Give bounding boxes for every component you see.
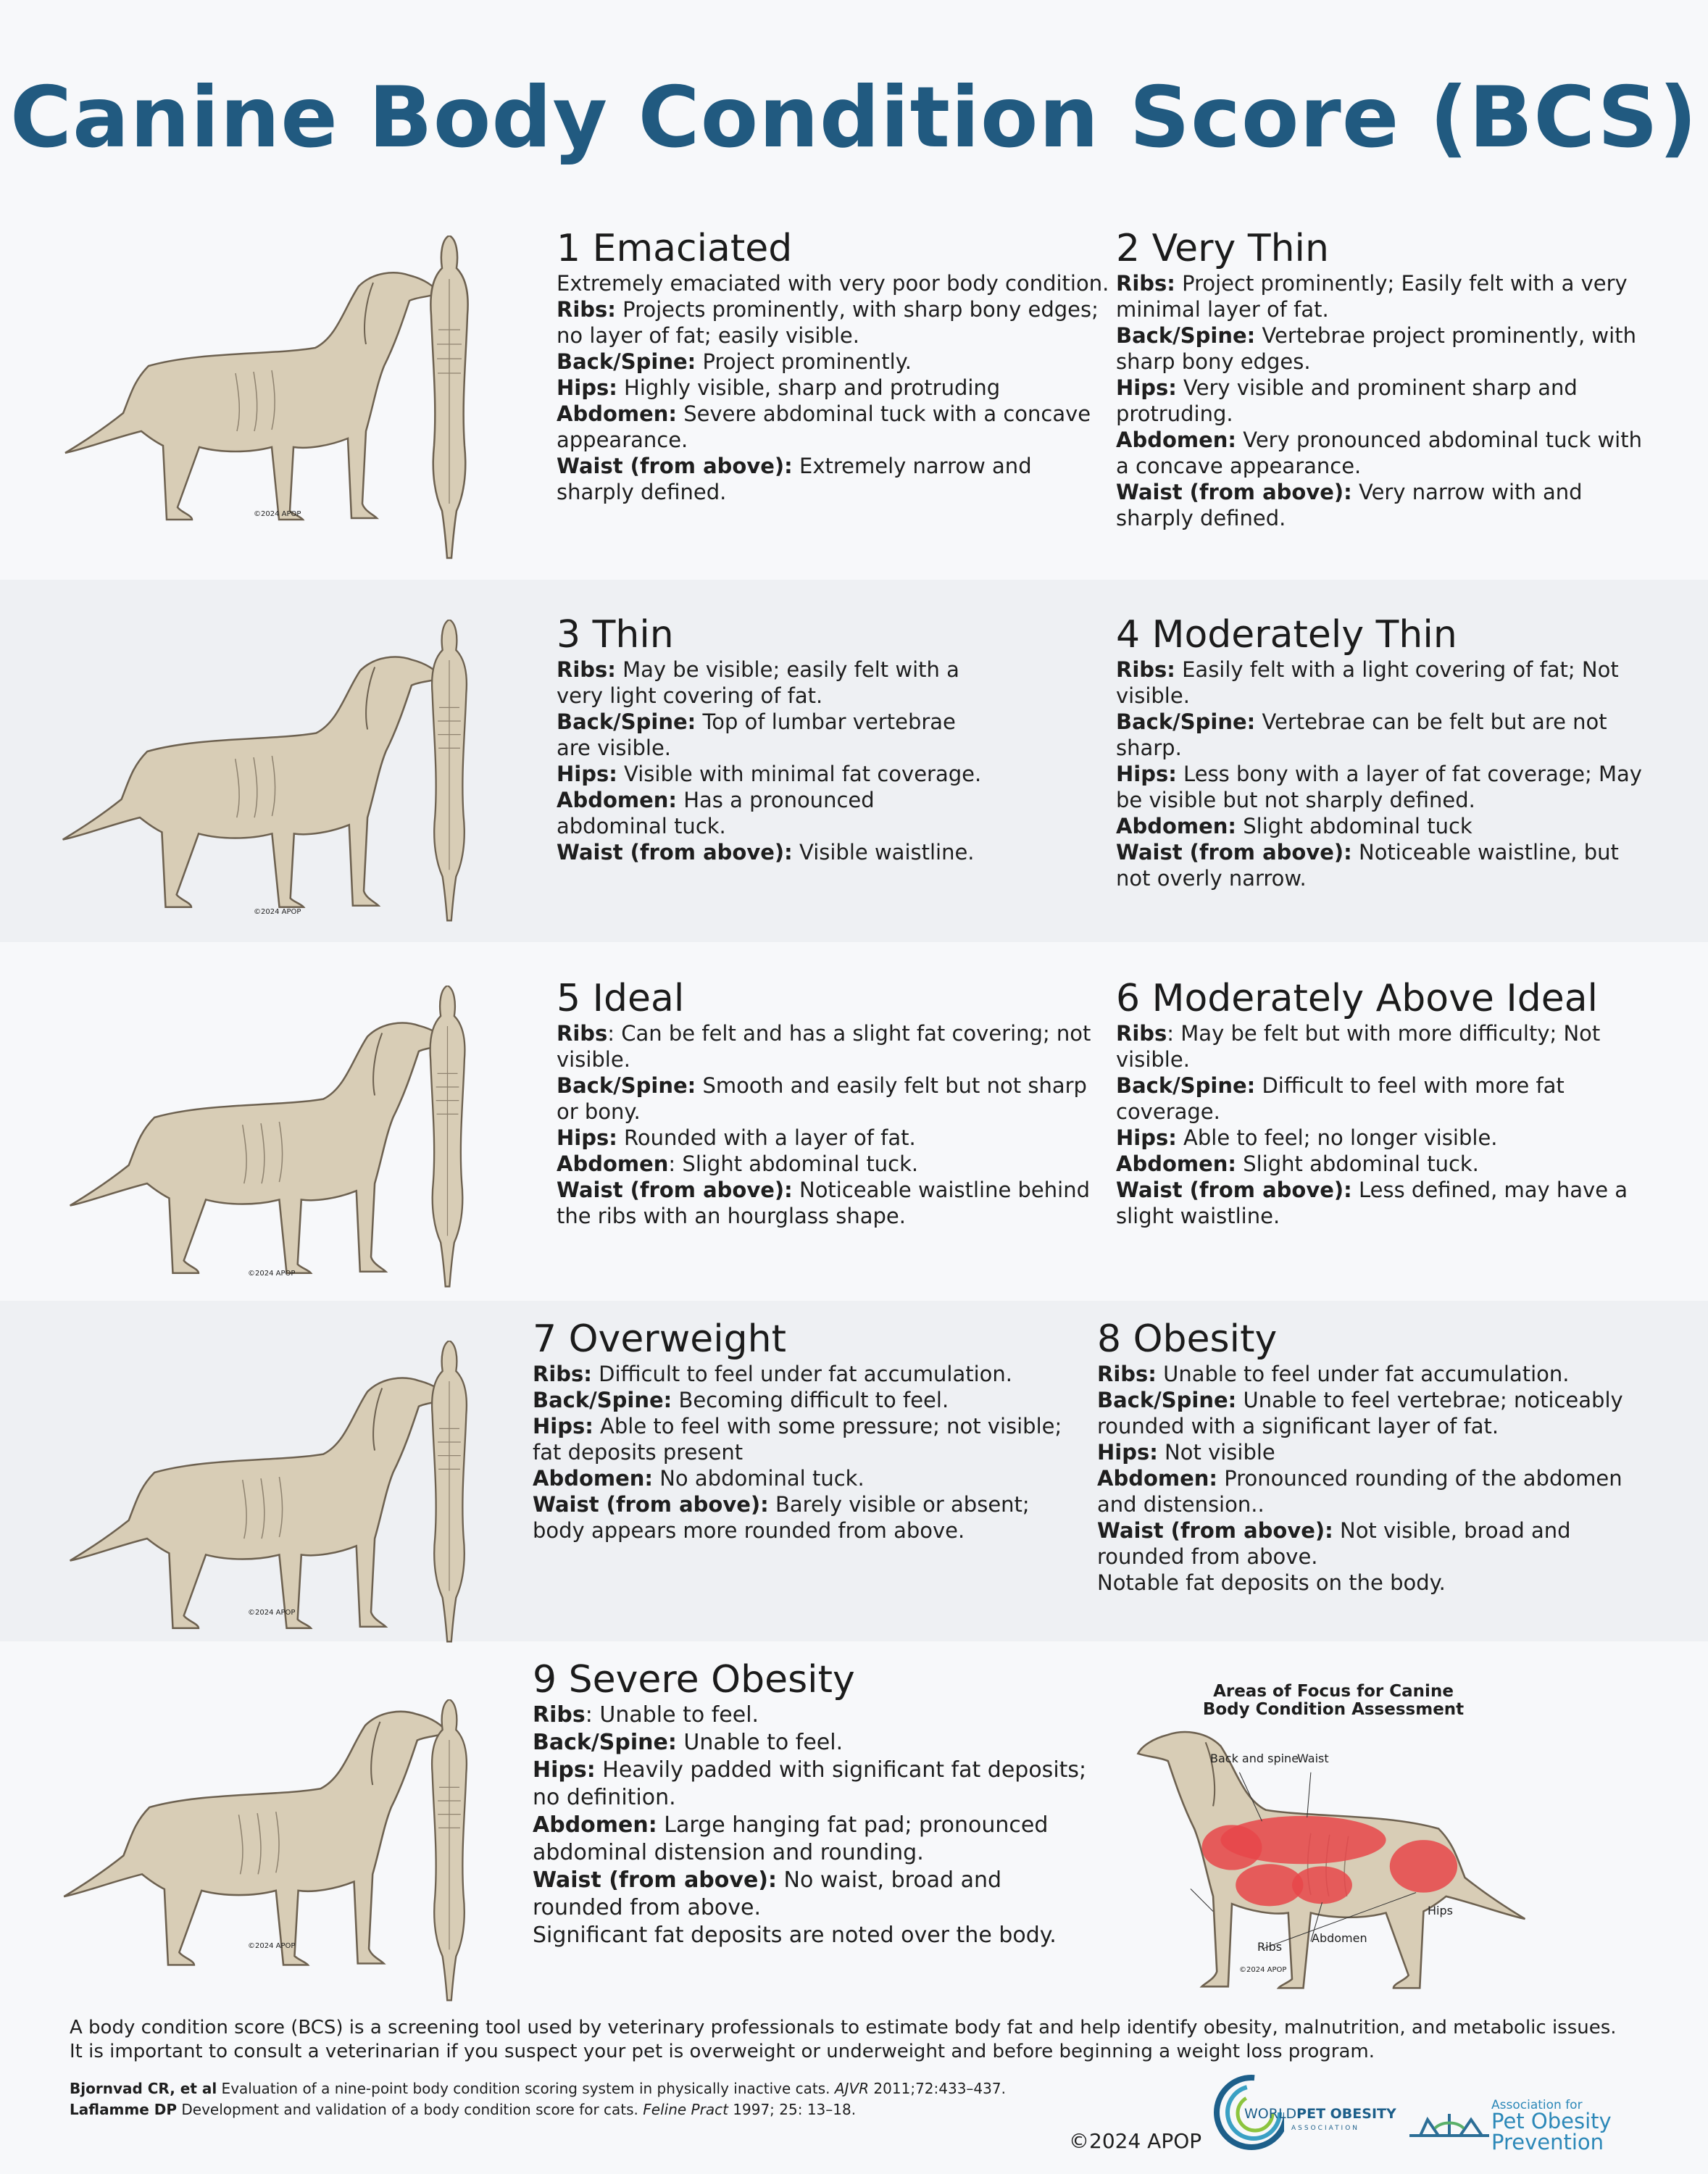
criterion-text: Unable to feel under fat accumulation. (1156, 1362, 1570, 1386)
score-entry-5 (557, 978, 1115, 1229)
criterion-label: Back/Spine: (533, 1388, 672, 1412)
criterion-text: Large hanging fat pad; pronounced abdominal distension and rounding. (533, 1812, 1049, 1865)
criterion-text: Able to feel; no longer visible. (1176, 1125, 1498, 1150)
criterion-label: Back/Spine: (1097, 1388, 1237, 1412)
score-heading: 3 Thin (557, 613, 674, 657)
criterion-label: Waist (from above): (557, 454, 793, 478)
criterion-label: Waist (from above): (533, 1492, 769, 1517)
criterion-label: Abdomen: (1116, 1151, 1237, 1176)
criterion-text: : May be felt but with more difficulty; Not visible. (1116, 1021, 1601, 1072)
criterion-text: Project prominently. (696, 349, 912, 374)
focus-title-line-1: Areas of Focus for Canine (1213, 1682, 1454, 1701)
score-heading: 2 Very Thin (1116, 227, 1329, 270)
criterion-text: Unable to feel vertebrae; noticeably rounded with a significant layer of fat. (1097, 1388, 1623, 1438)
criterion-label: Ribs: (1116, 271, 1175, 296)
copyright: ©2024 APOP (1069, 2129, 1202, 2153)
criterion-label: Hips: (1097, 1440, 1158, 1465)
criterion-label: Ribs: (533, 1362, 592, 1386)
criterion-label: Waist (from above): (1097, 1518, 1333, 1543)
page-title: Canine Body Condition Score (BCS) (9, 69, 1699, 167)
hips-highlight (1236, 1864, 1303, 1906)
criterion-text: No waist, broad and rounded from above. (533, 1867, 1002, 1920)
criterion-text: Smooth and easily felt but not sharp or bony. (557, 1073, 1087, 1124)
reference-2: Laflamme DP Development and validation of a body condition score for cats. Feline Pract 1997; 25: 13–18. (70, 2101, 857, 2118)
criterion-text: Unable to feel. (676, 1730, 843, 1755)
criterion-text: Barely visible or absent; body appears more rounded from above. (533, 1492, 1030, 1543)
criterion-label: Hips: (1116, 375, 1177, 400)
criterion-label: Hips: (557, 762, 617, 786)
criterion-label: Ribs (533, 1702, 586, 1728)
score-intro: Extremely emaciated with very poor body condition. (557, 271, 1109, 296)
apop-line-2: Prevention (1491, 2130, 1604, 2154)
criterion-label: Ribs: (1097, 1362, 1157, 1386)
criterion-label: Abdomen: (533, 1812, 657, 1838)
score-entry-6 (1116, 978, 1652, 1229)
criterion-text: : Can be felt and has a slight fat covering; not visible. (557, 1021, 1091, 1072)
criterion-text: Vertebrae can be felt but are not sharp. (1116, 709, 1607, 760)
criterion-text: Very narrow with and sharply defined. (1116, 480, 1583, 530)
footer-note (70, 2016, 1664, 2064)
illustration-credit: ©2024 APOP (248, 1942, 296, 1950)
references (70, 2078, 1006, 2120)
criterion-label: Waist (from above): (557, 840, 793, 865)
criterion-label: Waist (from above): (557, 1178, 793, 1202)
footer-note-line-1: A body condition score (BCS) is a screening tool used by veterinary professionals to estimate body fat and help identify obesity, malnutrition, and metabolic issues. (70, 2017, 1617, 2038)
apop-line-1: Pet Obesity (1491, 2109, 1612, 2133)
dog-topview-1 (417, 236, 482, 562)
criterion-label: Waist (from above): (533, 1867, 778, 1893)
criterion-text: Severe abdominal tuck with a concave appearance. (557, 401, 1091, 452)
score-entry-9 (533, 1659, 1098, 1949)
waist-highlight (1202, 1825, 1262, 1870)
score-heading: 5 Ideal (557, 977, 685, 1020)
criterion-text: Difficult to feel under fat accumulation. (591, 1362, 1012, 1386)
criterion-label: Abdomen: (1116, 428, 1237, 452)
focus-diagram (1130, 1714, 1536, 2007)
dog-topview-3 (417, 620, 482, 924)
wpoa-word-1: WORLD (1244, 2106, 1297, 2122)
criterion-text: Less defined, may have a slight waistline. (1116, 1178, 1628, 1228)
criterion-text: Not visible (1157, 1440, 1275, 1465)
criterion-label: Abdomen: (557, 788, 678, 812)
criterion-text: Rounded with a layer of fat. (617, 1125, 916, 1150)
wpoa-logo (1212, 2073, 1407, 2156)
criterion-text: Very visible and prominent sharp and protruding. (1116, 375, 1578, 426)
score-heading: 1 Emaciated (557, 227, 793, 270)
reference-1: Bjornvad CR, et al Evaluation of a nine-point body condition scoring system in physically inactive cats. AJVR 2011;72:433–437. (70, 2080, 1006, 2097)
illustration-credit: ©2024 APOP (254, 908, 301, 916)
score-entry-3 (557, 615, 991, 865)
criterion-text: Very pronounced abdominal tuck with a concave appearance. (1116, 428, 1642, 478)
dog-illustration-7 (47, 1362, 467, 1641)
criterion-label: Ribs (1116, 1021, 1167, 1046)
score-extra: Significant fat deposits are noted over the body. (533, 1923, 1057, 1948)
dog-topview-9 (399, 1699, 500, 2004)
score-entry-7 (533, 1319, 1080, 1544)
criterion-label: Abdomen: (533, 1466, 654, 1491)
criterion-text: : Unable to feel. (585, 1702, 759, 1728)
criterion-label: Ribs: (557, 297, 616, 322)
criterion-label: Back/Spine: (533, 1730, 677, 1755)
criterion-text: Not visible, broad and rounded from above. (1097, 1518, 1571, 1569)
criterion-label: Back/Spine: (557, 1073, 696, 1098)
illustration-credit: ©2024 APOP (248, 1270, 296, 1278)
score-heading: 6 Moderately Above Ideal (1116, 977, 1599, 1020)
criterion-text: No abdominal tuck. (653, 1466, 865, 1491)
criterion-label: Hips: (1116, 762, 1177, 786)
criterion-label: Waist (from above): (1116, 1178, 1352, 1202)
criterion-label: Back/Spine: (557, 349, 696, 374)
criterion-label: Abdomen (557, 1151, 669, 1176)
criterion-text: : Slight abdominal tuck. (668, 1151, 919, 1176)
apop-small-text: Association for (1491, 2098, 1583, 2112)
wpoa-subtitle: ASSOCIATION (1291, 2125, 1360, 2132)
dog-illustration-1 (47, 257, 453, 533)
criterion-text: Becoming difficult to feel. (672, 1388, 949, 1412)
criterion-label: Back/Spine: (1116, 1073, 1256, 1098)
criterion-text: Noticeable waistline behind the ribs with an hourglass shape. (557, 1178, 1091, 1228)
ribs-highlight (1390, 1840, 1457, 1893)
criterion-text: Visible with minimal fat coverage. (617, 762, 982, 786)
criterion-text: Slight abdominal tuck. (1236, 1151, 1479, 1176)
label-ribs: Ribs (1257, 1940, 1283, 1954)
label-back-spine: Back and spine (1210, 1752, 1299, 1765)
criterion-text: Noticeable waistline, but not overly narrow. (1116, 840, 1619, 891)
criterion-text: Visible waistline. (792, 840, 975, 865)
score-entry-8 (1097, 1319, 1662, 1596)
label-waist: Waist (1297, 1752, 1329, 1765)
criterion-text: Able to feel with some pressure; not visible; fat deposits present (533, 1414, 1062, 1465)
criterion-text: Top of lumbar vertebrae are visible. (557, 709, 956, 760)
criterion-text: Project prominently; Easily felt with a very minimal layer of fat. (1116, 271, 1628, 322)
criterion-text: Easily felt with a light covering of fat; Not visible. (1116, 657, 1619, 708)
criterion-label: Back/Spine: (1116, 709, 1256, 734)
criterion-label: Ribs: (557, 657, 616, 682)
criterion-label: Hips: (533, 1757, 596, 1783)
criterion-label: Waist (from above): (1116, 480, 1352, 504)
apop-logo (1406, 2098, 1623, 2156)
score-heading: 7 Overweight (533, 1317, 787, 1361)
criterion-text: Vertebrae project prominently, with sharp bony edges. (1116, 323, 1636, 374)
criterion-text: May be visible; easily felt with a very light covering of fat. (557, 657, 959, 708)
criterion-label: Abdomen: (557, 401, 678, 426)
wpoa-word-2: PET OBESITY (1296, 2106, 1396, 2122)
focus-title-line-2: Body Condition Assessment (1202, 1700, 1465, 1719)
label-hips: Hips (1428, 1904, 1453, 1917)
criterion-text: Heavily padded with significant fat deposits; no definition. (533, 1757, 1087, 1810)
score-entry-4 (1116, 615, 1652, 891)
score-extra: Notable fat deposits on the body. (1097, 1570, 1446, 1595)
criterion-label: Back/Spine: (557, 709, 696, 734)
score-heading: 8 Obesity (1097, 1317, 1278, 1361)
criterion-label: Hips: (533, 1414, 593, 1438)
criterion-label: Hips: (1116, 1125, 1177, 1150)
illustration-credit: ©2024 APOP (248, 1609, 296, 1617)
criterion-label: Abdomen: (1116, 814, 1237, 838)
score-entry-2 (1116, 228, 1652, 531)
criterion-label: Abdomen: (1097, 1466, 1218, 1491)
illustration-credit: ©2024 APOP (254, 510, 301, 518)
dog-topview-5 (413, 986, 482, 1290)
label-abdomen: Abdomen (1312, 1931, 1367, 1945)
criterion-text: Has a pronounced abdominal tuck. (557, 788, 875, 838)
focus-credit: ©2024 APOP (1239, 1966, 1287, 1974)
score-entry-1 (557, 228, 1115, 505)
criterion-label: Ribs (557, 1021, 608, 1046)
footer-note-line-2: It is important to consult a veterinarian if you suspect your pet is overweight or underweight and before beginning a weight loss program. (70, 2041, 1375, 2062)
criterion-label: Ribs: (1116, 657, 1175, 682)
score-heading: 9 Severe Obesity (533, 1658, 855, 1702)
dog-illustration-5 (54, 1007, 460, 1286)
criterion-label: Hips: (557, 1125, 617, 1150)
criterion-label: Hips: (557, 375, 617, 400)
criterion-text: Slight abdominal tuck (1236, 814, 1472, 838)
criterion-text: Highly visible, sharp and protruding (617, 375, 1001, 400)
apop-scale-icon (1406, 2107, 1493, 2146)
criterion-text: Less bony with a layer of fat coverage; May be visible but not sharply defined. (1116, 762, 1642, 812)
criterion-text: Difficult to feel with more fat coverage. (1116, 1073, 1565, 1124)
criterion-label: Back/Spine: (1116, 323, 1256, 348)
criterion-label: Waist (from above): (1116, 840, 1352, 865)
dog-illustration-3 (43, 641, 457, 920)
dog-topview-7 (409, 1341, 489, 1645)
score-heading: 4 Moderately Thin (1116, 613, 1457, 657)
criterion-text: Projects prominently, with sharp bony edges; no layer of fat; easily visible. (557, 297, 1099, 348)
criterion-text: Extremely narrow and sharply defined. (557, 454, 1032, 504)
criterion-text: Pronounced rounding of the abdomen and distension.. (1097, 1466, 1622, 1517)
